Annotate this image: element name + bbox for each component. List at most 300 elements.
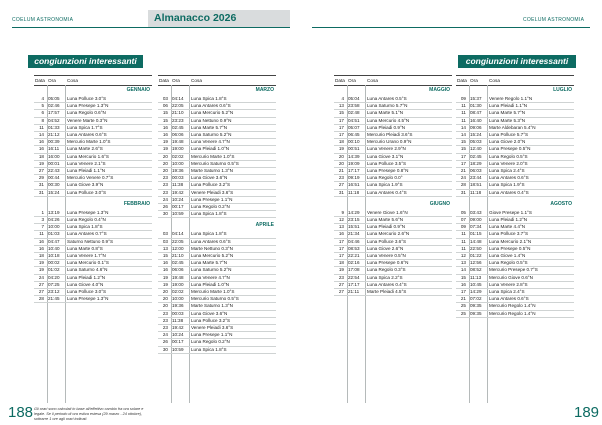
date-cell: 14 <box>460 267 466 273</box>
event-cell: Luna Spica 1.9°S <box>489 182 525 188</box>
time-cell: 08:53 <box>348 245 360 251</box>
time-cell: 00:03 <box>172 175 184 181</box>
event-cell: Marte Saturno 1.3°N <box>191 168 233 173</box>
date-cell: 17 <box>338 124 344 130</box>
time-cell: 04:52 <box>48 117 60 123</box>
date-cell: 27 <box>38 289 44 294</box>
event-cell: Luna Marte 5.7°N <box>191 124 228 130</box>
date-cell: 17 <box>338 117 344 123</box>
date-cell: 21 <box>460 296 466 302</box>
event-cell: Mercurio Pleiadi 3.6°S <box>367 132 413 137</box>
time-cell: 14:29 <box>348 209 360 215</box>
time-cell: 06:06 <box>172 267 184 273</box>
date-cell: 16 <box>162 132 168 137</box>
time-cell: 17:08 <box>348 267 360 273</box>
date-cell: 19 <box>38 267 44 273</box>
event-cell: Luna Polluce 3.5°S <box>367 160 407 166</box>
date-cell: 31 <box>460 189 466 195</box>
date-cell: 11 <box>461 231 466 237</box>
date-cell: 09 <box>460 96 466 101</box>
date-cell: 28 <box>38 296 44 302</box>
date-cell: 13 <box>460 260 466 266</box>
time-cell: 19:36 <box>172 303 184 309</box>
table-row <box>34 295 152 303</box>
time-cell: 23:58 <box>348 103 360 109</box>
header-date: Data <box>35 78 45 83</box>
month-label: FEBBRAIO <box>123 200 150 207</box>
event-cell: Venere Regolo 1.1°N <box>489 96 533 101</box>
date-cell: 19 <box>338 146 344 152</box>
date-cell: 13 <box>338 224 344 230</box>
header-time: Ora <box>470 78 478 83</box>
date-cell: 23 <box>162 317 168 323</box>
date-cell: 27 <box>38 168 44 173</box>
event-cell: Marte Saturno 1.3°N <box>191 303 233 309</box>
time-cell: 10:00 <box>172 160 184 166</box>
date-cell: 23 <box>338 274 344 280</box>
date-cell: 16 <box>38 139 44 145</box>
event-cell: Luna Presepe 1.3°N <box>67 209 109 215</box>
time-cell: 02:02 <box>172 153 184 159</box>
date-cell: 20 <box>162 153 168 159</box>
time-cell: 22:54 <box>348 274 360 280</box>
event-cell: Luna Regolo 0.6°N <box>67 110 106 116</box>
time-cell: 12:56 <box>470 260 482 266</box>
time-cell: 05:03 <box>470 139 482 145</box>
date-cell: 03 <box>162 96 168 101</box>
date-cell: 09 <box>460 224 466 230</box>
time-cell: 16:51 <box>348 182 360 188</box>
time-cell: 10:40 <box>48 245 60 251</box>
time-cell: 00:44 <box>48 175 60 181</box>
event-cell: Luna Pleiadi 1.0°N <box>191 281 230 287</box>
event-cell: Luna Marte 0.8°S <box>67 245 103 251</box>
event-cell: Luna Spica 1.8°S <box>191 346 227 352</box>
time-cell: 15:51 <box>348 224 360 230</box>
event-cell: Luna Polluce 3.0°S <box>67 289 107 294</box>
date-cell: 8 <box>41 117 44 123</box>
month-label: APRILE <box>255 222 274 229</box>
event-cell: Luna Venere 4.7°N <box>191 274 230 280</box>
time-cell: 01:15 <box>470 231 482 237</box>
event-cell: Luna Antares 0.6°S <box>489 175 529 181</box>
time-cell: 22:21 <box>348 253 360 258</box>
time-cell: 14:39 <box>348 153 360 159</box>
date-cell: 26 <box>162 204 168 209</box>
event-cell: Luna Giove 3.9°N <box>67 182 104 188</box>
left-magazine-name: COELUM ASTRONOMIA <box>12 17 74 23</box>
time-cell: 11:18 <box>348 189 360 195</box>
time-cell: 01:33 <box>48 124 60 130</box>
date-cell: 18 <box>38 253 44 258</box>
time-cell: 17:17 <box>348 281 360 287</box>
date-cell: 21 <box>338 168 344 173</box>
date-cell: 25 <box>460 303 466 309</box>
date-cell: 30 <box>162 346 168 352</box>
time-cell: 12:00 <box>172 245 184 251</box>
date-cell: 31 <box>38 182 44 188</box>
time-cell: 21:12 <box>48 132 60 137</box>
time-cell: 07:02 <box>470 296 482 302</box>
event-cell: Venere Marte 0.3°N <box>67 117 108 123</box>
date-cell: 17 <box>460 153 466 159</box>
time-cell: 23:15 <box>348 217 360 222</box>
event-cell: Marte Aldebaran 5.4°N <box>489 124 536 130</box>
header-time: Ora <box>348 78 356 83</box>
event-cell: Luna Venere 2.1°S <box>67 160 106 166</box>
event-cell: Luna Mercurio 0.1°S <box>67 260 109 266</box>
date-cell: 5 <box>41 103 44 109</box>
time-cell: 04:14 <box>172 96 184 101</box>
time-cell: 12:40 <box>470 146 482 152</box>
header-event: Cosa <box>489 78 500 83</box>
event-cell: Luna Pleiadi 1.0°N <box>191 146 230 152</box>
date-cell: 24 <box>38 274 44 280</box>
time-cell: 02:46 <box>48 103 60 109</box>
event-cell: Luna Presepe 0.5°N <box>489 146 531 152</box>
time-cell: 19:48 <box>172 274 184 280</box>
date-cell: 16 <box>338 231 344 237</box>
date-cell: 16 <box>38 245 44 251</box>
date-cell: 17 <box>338 238 344 244</box>
date-cell: 20 <box>162 303 168 309</box>
date-cell: 11 <box>461 245 466 251</box>
time-cell: 04:51 <box>348 117 360 123</box>
table-row <box>334 288 452 296</box>
date-cell: 13 <box>162 245 168 251</box>
event-cell: Luna Presepe 0.5°N <box>489 245 531 251</box>
event-cell: Luna Mercurio 2.6°N <box>367 231 410 237</box>
event-cell: Luna Polluce 3.2°S <box>191 182 231 188</box>
event-cell: Luna Spica 1.7°S <box>67 124 103 130</box>
event-cell: Luna Mercurio 5.2°N <box>191 110 234 116</box>
date-cell: 14 <box>460 124 466 130</box>
time-cell: 07:25 <box>48 281 60 287</box>
time-cell: 19:00 <box>172 281 184 287</box>
time-cell: 21:34 <box>348 231 360 237</box>
time-cell: 00:17 <box>172 339 184 345</box>
time-cell: 19:36 <box>172 168 184 173</box>
event-cell: Luna Presepe 1.3°N <box>67 296 109 302</box>
time-cell: 11:38 <box>172 317 184 323</box>
almanac-title: Almanacco 2026 <box>154 12 237 24</box>
event-cell: Luna Mercurio 1.6°S <box>67 153 109 159</box>
date-cell: 15 <box>460 146 466 152</box>
event-cell: Mercurio Regolo 1.4°N <box>489 310 536 316</box>
date-cell: 17 <box>338 253 344 258</box>
event-cell: Giove Presepe 1.1°S <box>489 209 532 215</box>
event-cell: Luna Antares 0.4°S <box>489 189 529 195</box>
event-cell: Luna Polluce 3.0°S <box>67 189 107 195</box>
time-cell: 08:52 <box>470 267 482 273</box>
date-cell: 20 <box>162 168 168 173</box>
month-label: LUGLIO <box>553 87 572 93</box>
time-cell: 01:22 <box>470 253 482 258</box>
event-cell: Luna Marte 4.4°N <box>489 224 526 230</box>
event-cell: Luna Giove 1.4°N <box>489 253 526 258</box>
event-cell: Luna Marte 5.6°N <box>367 217 404 222</box>
date-cell: 17 <box>338 245 344 251</box>
event-cell: Luna Regolo 0.0° <box>367 175 403 181</box>
event-cell: Luna Spica 1.8°S <box>67 224 103 230</box>
time-cell: 01:02 <box>48 267 60 273</box>
time-cell: 15:37 <box>470 96 482 101</box>
date-cell: 29 <box>38 175 44 181</box>
date-cell: 26 <box>162 339 168 345</box>
time-cell: 10:45 <box>470 281 482 287</box>
time-cell: 00:01 <box>48 160 60 166</box>
event-cell: Luna Saturno 5.2°N <box>191 132 232 137</box>
date-cell: 19 <box>162 146 168 152</box>
time-cell: 21:10 <box>172 253 184 258</box>
date-cell: 9 <box>341 209 344 215</box>
event-cell: Luna Mercurio 4.5°N <box>367 117 410 123</box>
event-cell: Luna Antares 0.7°S <box>67 231 107 237</box>
date-cell: 17 <box>338 132 344 137</box>
event-cell: Luna Spica 1.8°S <box>191 96 227 101</box>
event-cell: Luna Venere 2.8°S <box>489 281 528 287</box>
date-cell: 27 <box>38 281 44 287</box>
event-cell: Luna Antares 0.6°S <box>191 238 231 244</box>
time-cell: 00:10 <box>348 139 360 145</box>
date-cell: 15 <box>460 274 466 280</box>
event-cell: Luna Regolo 0.2°N <box>191 204 230 209</box>
date-cell: 14 <box>460 132 466 137</box>
date-cell: 27 <box>338 289 344 294</box>
event-cell: Venere Giove 1.6°N <box>367 209 408 215</box>
time-cell: 19:48 <box>172 139 184 145</box>
date-cell: 03 <box>162 238 168 244</box>
date-cell: 21 <box>460 168 466 173</box>
event-cell: Luna Pleiadi 1.2°N <box>67 274 106 280</box>
time-cell: 22:05 <box>172 238 184 244</box>
event-cell: Mercurio Venere 0.7°S <box>67 175 114 181</box>
event-cell: Venere Pleiadi 3.6°S <box>191 325 234 330</box>
month-label: MAGGIO <box>429 87 450 93</box>
event-cell: Luna Spica 1.8°S <box>191 231 227 237</box>
time-cell: 13:19 <box>48 209 60 215</box>
time-cell: 10:24 <box>172 332 184 338</box>
date-cell: 18 <box>338 139 344 145</box>
table-header <box>34 75 152 86</box>
event-cell: Luna Polluce 3.0°S <box>67 96 107 101</box>
time-cell: 04:20 <box>48 274 60 280</box>
event-cell: Luna Spica 1.8°S <box>191 211 227 217</box>
time-cell: 09:00 <box>470 217 482 222</box>
right-header-rule <box>312 27 590 28</box>
event-cell: Luna Giove 2.0°N <box>489 139 526 145</box>
date-cell: 11 <box>461 103 466 109</box>
right-section-banner: congiunzioni interessanti <box>458 55 576 68</box>
date-cell: 15 <box>162 253 168 258</box>
time-cell: 06:45 <box>348 132 360 137</box>
event-cell: Luna Pleiadi 1.1°N <box>67 168 106 173</box>
event-cell: Luna Venere 2.9°N <box>367 146 406 152</box>
event-cell: Luna Antares 0.6°S <box>67 132 107 137</box>
date-cell: 20 <box>162 289 168 294</box>
event-cell: Luna Presepe 1.1°N <box>191 332 233 338</box>
event-cell: Saturno Nettuno 0.9°S <box>67 238 114 244</box>
date-cell: 11 <box>461 238 466 244</box>
header-event: Cosa <box>67 78 78 83</box>
event-cell: Luna Pleiadi 0.9°N <box>367 124 406 130</box>
time-cell: 11:18 <box>470 189 482 195</box>
time-cell: 14:29 <box>470 289 482 294</box>
time-cell: 19:00 <box>172 146 184 152</box>
date-cell: 6 <box>41 110 44 116</box>
date-cell: 4 <box>41 96 44 101</box>
time-cell: 21:11 <box>348 289 360 294</box>
event-cell: Luna Giove 2.6°N <box>367 245 404 251</box>
date-cell: 15 <box>162 117 168 123</box>
table-row <box>456 310 574 318</box>
time-cell: 19:09 <box>348 160 360 166</box>
table-row <box>334 189 452 197</box>
event-cell: Luna Antares 0.6°S <box>191 103 231 109</box>
time-cell: 11:38 <box>172 182 184 188</box>
time-cell: 04:46 <box>348 238 360 244</box>
time-cell: 04:14 <box>172 231 184 237</box>
date-cell: 20 <box>162 160 168 166</box>
time-cell: 06:03 <box>470 168 482 173</box>
table-row <box>158 346 276 354</box>
time-cell: 02:48 <box>348 110 360 116</box>
time-cell: 10:59 <box>172 211 184 217</box>
event-cell: Luna Presepe 0.6°N <box>367 260 409 266</box>
date-cell: 25 <box>460 310 466 316</box>
time-cell: 00:03 <box>172 310 184 316</box>
time-cell: 00:30 <box>48 182 60 188</box>
date-cell: 18 <box>338 260 344 266</box>
event-cell: Luna Venere 4.7°N <box>191 139 230 145</box>
table-column <box>158 75 276 405</box>
date-cell: 03 <box>162 231 168 237</box>
date-cell: 7 <box>41 224 44 230</box>
time-cell: 09:06 <box>470 124 482 130</box>
event-cell: Luna Antares 0.4°S <box>367 189 407 195</box>
date-cell: 19 <box>338 267 344 273</box>
date-cell: 15 <box>338 110 344 116</box>
time-cell: 07:34 <box>470 224 482 230</box>
event-cell: Luna Presepe 1.1°N <box>191 196 233 202</box>
table-row <box>158 210 276 218</box>
event-cell: Luna Marte 5.1°N <box>367 110 404 116</box>
time-cell: 21:10 <box>172 110 184 116</box>
time-cell: 10:18 <box>48 253 60 258</box>
event-cell: Luna Antares 0.5°S <box>367 96 407 101</box>
date-cell: 19 <box>162 274 168 280</box>
time-cell: 05:05 <box>48 96 60 101</box>
event-cell: Mercurio Marte 1.0°S <box>191 289 235 294</box>
time-cell: 09:19 <box>348 175 360 181</box>
date-cell: 1 <box>41 209 44 215</box>
event-cell: Luna Mercurio 2.1°N <box>489 238 532 244</box>
date-cell: 24 <box>162 196 168 202</box>
date-cell: 19 <box>38 260 44 266</box>
date-cell: 19 <box>38 160 44 166</box>
time-cell: 23:12 <box>48 289 60 294</box>
event-cell: Luna Venere 1.7°N <box>67 253 106 258</box>
date-cell: 19 <box>162 139 168 145</box>
time-cell: 00:51 <box>348 146 360 152</box>
time-cell: 18:29 <box>470 160 482 166</box>
time-cell: 02:16 <box>348 260 360 266</box>
event-cell: Luna Saturno 5.2°N <box>191 267 232 273</box>
event-cell: Luna Pleiadi 1.1°N <box>489 103 528 109</box>
event-cell: Luna Polluce 5.7°S <box>489 132 529 137</box>
date-cell: 30 <box>162 211 168 217</box>
time-cell: 19:42 <box>172 189 184 195</box>
time-cell: 10:00 <box>172 296 184 302</box>
table-header <box>158 75 276 86</box>
time-cell: 00:17 <box>172 204 184 209</box>
event-cell: Luna Spica 1.9°S <box>367 182 403 188</box>
date-cell: 05 <box>460 209 466 215</box>
date-cell: 31 <box>338 189 344 195</box>
date-cell: 31 <box>38 189 44 195</box>
table-row <box>34 189 152 197</box>
event-cell: Luna Venere 0.5°N <box>367 253 406 258</box>
time-cell: 04:47 <box>48 238 60 244</box>
time-cell: 22:05 <box>172 103 184 109</box>
table-row <box>456 189 574 197</box>
date-cell: 19 <box>162 281 168 287</box>
month-label: GENNAIO <box>126 87 150 93</box>
time-cell: 11:13 <box>470 274 482 280</box>
event-cell: Luna Regolo 0.2°N <box>191 339 230 345</box>
time-cell: 02:45 <box>470 153 482 159</box>
time-cell: 02:45 <box>172 124 184 130</box>
date-cell: 23 <box>338 175 344 181</box>
time-cell: 09:35 <box>470 303 482 309</box>
date-cell: 07 <box>460 217 466 222</box>
time-cell: 22:50 <box>470 245 482 251</box>
date-cell: 23 <box>162 182 168 188</box>
time-cell: 10:00 <box>48 224 60 230</box>
event-cell: Mercurio Marte 1.0°S <box>67 139 111 145</box>
time-cell: 06:06 <box>172 132 184 137</box>
date-cell: 27 <box>338 182 344 188</box>
event-cell: Marte Pleiadi 4.5°S <box>367 289 407 294</box>
event-cell: Luna Regolo 0.5°S <box>489 260 528 266</box>
event-cell: Luna Giove 3.6°N <box>191 175 228 181</box>
time-cell: 02:45 <box>172 260 184 266</box>
time-cell: 05:04 <box>348 96 360 101</box>
table-header <box>334 75 452 86</box>
date-cell: 12 <box>338 217 344 222</box>
event-cell: Luna Marte 5.7°N <box>489 110 526 116</box>
time-cell: 00:39 <box>48 139 60 145</box>
event-cell: Luna Giove 3.6°N <box>191 310 228 316</box>
event-cell: Luna Saturno 5.7°N <box>367 103 408 109</box>
event-cell: Mercurio Giove 0.6°N <box>489 274 533 280</box>
event-cell: Luna Antares 0.6°S <box>489 296 529 302</box>
event-cell: Luna Pleiadi 0.9°N <box>367 224 406 230</box>
event-cell: Mercurio Regolo 1.4°N <box>489 303 536 309</box>
time-cell: 10:59 <box>172 346 184 352</box>
left-section-banner: congiunzioni interessanti <box>28 55 143 68</box>
date-cell: 11 <box>461 110 466 116</box>
daylight-saving-note: Gli orari sono calcolati in base all'effettivo cambio fra ora solare e legale. Se il periodo di ora estiva estesa (29 marzo - 24 ottobre), sottrarre 1 ore agli orari indicati. <box>34 407 144 421</box>
date-cell: 4 <box>341 96 344 101</box>
right-page-number: 189 <box>574 404 600 421</box>
date-cell: 20 <box>338 153 344 159</box>
event-cell: Luna Spica 2.4°S <box>489 168 525 173</box>
time-cell: 17:57 <box>48 110 60 116</box>
date-cell: 16 <box>162 124 168 130</box>
date-cell: 16 <box>38 146 44 152</box>
time-cell: 23:23 <box>172 117 184 123</box>
